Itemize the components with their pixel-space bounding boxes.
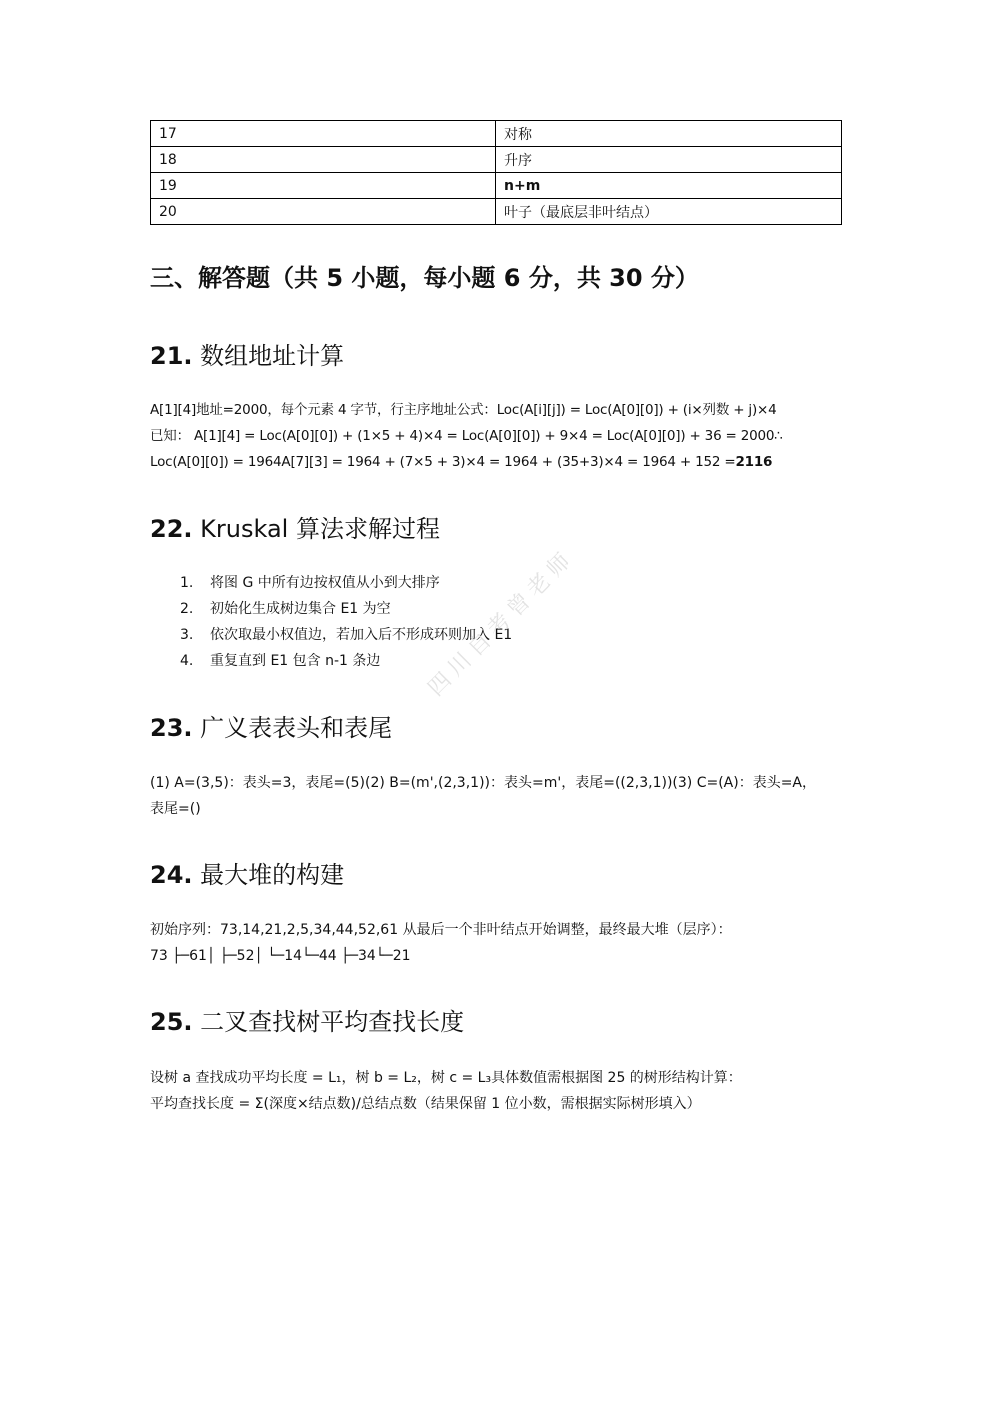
list-item xyxy=(150,596,512,622)
q21-heading xyxy=(150,336,344,371)
answer-table xyxy=(150,120,842,225)
step-number: 1. xyxy=(180,575,194,591)
q25-line2: 平均查找长度 = Σ(深度×结点数)/总结点数（结果保留 1 位小数，需根据实际树形填入） xyxy=(150,1096,701,1112)
q23-number: 23. xyxy=(150,714,193,742)
q24-line2: 73 ├─61│ ├─52│ └─14└─44 ├─34└─21 xyxy=(150,948,411,964)
q25-number: 25. xyxy=(150,1008,193,1036)
watermark: 四川自考曾老师 xyxy=(423,544,580,702)
q21-body xyxy=(150,397,842,475)
answer-cell: n+m xyxy=(496,173,842,199)
q21-number: 21. xyxy=(150,342,193,370)
answer-cell: 叶子（最底层非叶结点） xyxy=(496,199,842,225)
q25-line1: 设树 a 查找成功平均长度 = L₁，树 b = L₂，树 c = L₃具体数值需根据图 25 的树形结构计算： xyxy=(150,1070,742,1086)
q25-body xyxy=(150,1065,842,1117)
step-text: 依次取最小权值边，若加入后不形成环则加入 E1 xyxy=(210,627,513,643)
question-number-cell: 20 xyxy=(151,199,496,225)
step-number: 3. xyxy=(180,627,194,643)
answer-cell: 对称 xyxy=(496,121,842,147)
q24-heading xyxy=(150,855,344,890)
q22-heading xyxy=(150,509,440,544)
q25-title: 二叉查找树平均查找长度 xyxy=(200,1008,465,1036)
q21-title: 数组地址计算 xyxy=(200,342,345,370)
q24-line1: 初始序列：73,14,21,2,5,34,44,52,61 从最后一个非叶结点开始调整，最终最大堆（层序）： xyxy=(150,922,732,938)
step-number: 2. xyxy=(180,601,194,617)
q24-number: 24. xyxy=(150,861,193,889)
question-number-cell: 18 xyxy=(151,147,496,173)
q23-body xyxy=(150,770,842,822)
q23-heading xyxy=(150,708,392,743)
list-item xyxy=(150,570,512,596)
table-row xyxy=(151,199,842,225)
table-row xyxy=(151,173,842,199)
step-text: 初始化生成树边集合 E1 为空 xyxy=(210,601,391,617)
section-title: 三、解答题（共 5 小题，每小题 6 分，共 30 分） xyxy=(150,264,699,292)
step-number: 4. xyxy=(180,653,194,669)
step-text: 重复直到 E1 包含 n-1 条边 xyxy=(210,653,381,669)
q22-title: Kruskal 算法求解过程 xyxy=(200,515,440,543)
q24-body xyxy=(150,917,842,969)
q21-answer: 2116 xyxy=(735,454,773,470)
answer-cell: 升序 xyxy=(496,147,842,173)
q24-title: 最大堆的构建 xyxy=(200,861,345,889)
q23-line1: (1) A=(3,5)：表头=3，表尾=(5)(2) B=(m',(2,3,1))：表头=m'，表尾=((2,3,1))(3) C=(A)：表头=A， xyxy=(150,775,817,791)
q23-title: 广义表表头和表尾 xyxy=(200,714,393,742)
q21-line1: A[1][4]地址=2000，每个元素 4 字节，行主序地址公式：Loc(A[i][j]) = Loc(A[0][0]) + (i×列数 + j)×4 xyxy=(150,402,777,418)
step-text: 将图 G 中所有边按权值从小到大排序 xyxy=(210,575,440,591)
question-number-cell: 19 xyxy=(151,173,496,199)
table-row xyxy=(151,121,842,147)
q21-line2: 已知： A[1][4] = Loc(A[0][0]) + (1×5 + 4)×4 = Loc(A[0][0]) + 9×4 = Loc(A[0][0]) + 36 = 2000∴ xyxy=(150,428,783,444)
q22-number: 22. xyxy=(150,515,193,543)
q25-heading xyxy=(150,1002,464,1037)
q21-line3: Loc(A[0][0]) = 1964A[7][3] = 1964 + (7×5 + 3)×4 = 1964 + (35+3)×4 = 1964 + 152 = xyxy=(150,454,736,470)
q23-line2: 表尾=() xyxy=(150,801,201,817)
table-row xyxy=(151,147,842,173)
question-number-cell: 17 xyxy=(151,121,496,147)
